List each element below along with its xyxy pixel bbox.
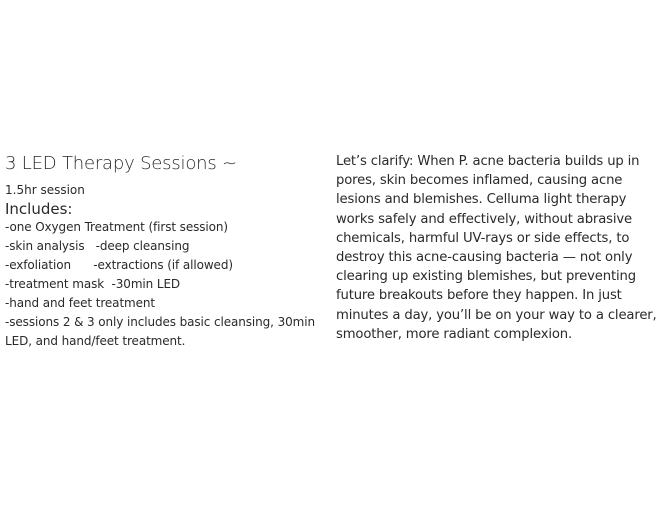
page-title: 3 LED Therapy Sessions ~ bbox=[5, 153, 237, 174]
session-details bbox=[5, 152, 325, 351]
description-column bbox=[336, 152, 664, 344]
list-item: -exfoliation -extractions (if allowed) bbox=[5, 258, 233, 272]
includes-list bbox=[5, 218, 325, 351]
includes-heading: Includes: bbox=[5, 200, 73, 218]
session-length: 1.5hr session bbox=[5, 183, 85, 197]
list-item: -hand and feet treatment bbox=[5, 296, 156, 310]
list-item: -one Oxygen Treatment (first session) bbox=[5, 220, 228, 234]
list-item: -sessions 2 & 3 only includes basic cleansing, 30min bbox=[5, 315, 316, 329]
list-item: -treatment mask -30min LED bbox=[5, 277, 181, 291]
description-paragraph: Let’s clarify: When P. acne bacteria builds up in pores, skin becomes inflamed, causing acne lesions and blemishes. Celluma light therapy works safely and effectively, without abrasive chemicals, harmful UV-rays or side effects, to destroy this acne-causing bacteria — not only clearing up existing blemishes, but preventing future breakouts before they happen. In just minutes a day, you’ll be on your way to a clearer, smoother, more radiant complexion. bbox=[336, 154, 657, 342]
list-item: -skin analysis -deep cleansing bbox=[5, 239, 190, 253]
list-item: LED, and hand/feet treatment. bbox=[5, 334, 186, 348]
